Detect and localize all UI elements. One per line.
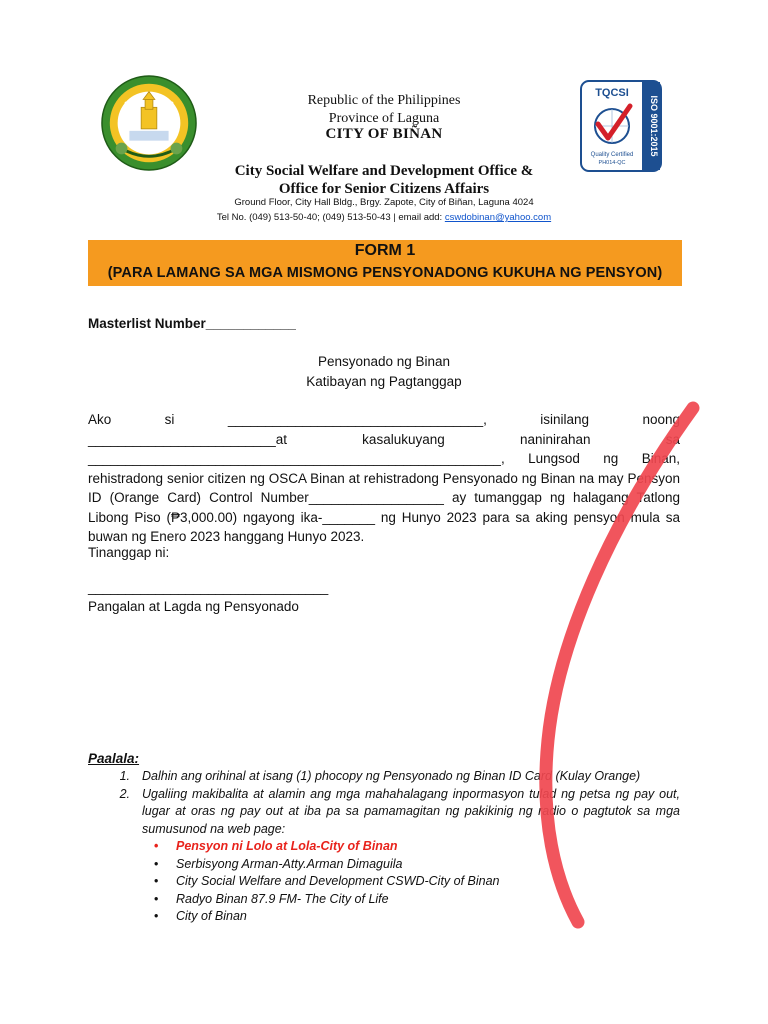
header-address: Ground Floor, City Hall Bldg., Brgy. Zapote, City of Biñan, Laguna 4024 <box>234 197 534 208</box>
form-title: FORM 1 <box>354 242 416 259</box>
web-page-name: Radyo Binan 87.9 FM- The City of Life <box>176 891 389 906</box>
bullet-icon: • <box>154 856 159 871</box>
signature-label: Pangalan at Lagda ng Pensyonado <box>88 599 299 614</box>
web-page-item <box>88 908 680 926</box>
web-page-item <box>88 891 680 909</box>
form-subtitle: (PARA LAMANG SA MGA MISMONG PENSYONADONG KUKUHA NG PENSYON) <box>107 265 663 281</box>
note-item <box>88 786 680 839</box>
acknowledgement-text: Ako si __________________________________, isinilang noong _________________________at kasalukuyang naninirahan sa _______________________________________________________, Lungsod ng Binan, rehistradong senior citizen ng OSCA Binan at rehistradong Pensyonado ng Binan na may Pensyon ID (Orange Card) Control Number__________________ ay tumanggap ng halagang Tatlong Libong Piso (₱3,000.00) ngayong ika-_______ ng Hunyo 2023 para sa aking pensyon mula sa buwan ng Enero 2023 hanggang Hunyo 2023. <box>88 412 680 544</box>
notes-list <box>88 768 680 926</box>
form-heading-katibayan: Katibayan ng Pagtanggap <box>306 374 462 389</box>
web-page-name: Serbisyong Arman-Atty.Arman Dimaguila <box>176 856 403 871</box>
masterlist-number-field: Masterlist Number____________ <box>88 316 296 331</box>
svg-text:ISO 9001:2015: ISO 9001:2015 <box>649 95 659 157</box>
header-republic: Republic of the Philippines <box>307 93 461 108</box>
bullet-icon: • <box>154 839 159 853</box>
web-page-list <box>88 838 680 926</box>
web-page-name: Pensyon ni Lolo at Lola-City of Binan <box>176 839 398 853</box>
note-text: Dalhin ang orihinal at isang (1) phocopy ng Pensyonado ng Binan ID Card (Kulay Orange) <box>142 769 641 783</box>
bullet-icon: • <box>154 891 159 906</box>
note-item <box>88 768 680 786</box>
note-number: 2. <box>119 786 130 801</box>
header-contact <box>0 212 768 223</box>
web-page-item <box>88 856 680 874</box>
svg-text:TQCSI: TQCSI <box>595 87 629 99</box>
web-page-name: City of Binan <box>176 909 247 923</box>
header-telephone: Tel No. (049) 513-50-40; (049) 513-50-43 | email add: <box>216 212 445 223</box>
header-office-line1: City Social Welfare and Development Office & <box>234 163 534 179</box>
web-page-item <box>88 873 680 891</box>
bullet-icon: • <box>154 874 159 888</box>
svg-text:PH014-QC: PH014-QC <box>598 160 626 166</box>
form-heading-pensyonado: Pensyonado ng Binan <box>317 354 451 369</box>
web-page-item <box>88 838 680 856</box>
svg-text:Quality Certified: Quality Certified <box>590 152 634 158</box>
header-province: Province of Laguna <box>328 111 440 126</box>
received-by-label: Tinanggap ni: <box>88 545 170 560</box>
note-text: Ugaliing makibalita at alamin ang mga mahahalagang inpormasyon tulad ng petsa ng pay out, lugar at oras ng pay out at iba pa sa pamamagitan ng pakikinig ng radio o pagtutok sa mga sumusunod na web page: <box>142 786 680 836</box>
acknowledgement-paragraph <box>88 410 680 547</box>
bullet-icon: • <box>154 909 159 923</box>
note-number: 1. <box>119 769 130 783</box>
header-office-line2: Office for Senior Citizens Affairs <box>278 181 490 197</box>
web-page-name: City Social Welfare and Development CSWD-City of Binan <box>176 874 500 888</box>
signature-line: ________________________________ <box>88 580 329 595</box>
notes-heading: Paalala: <box>88 751 140 766</box>
header-email-link[interactable]: cswdobinan@yahoo.com <box>444 212 552 223</box>
header-city: CITY OF BIÑAN <box>325 126 443 142</box>
